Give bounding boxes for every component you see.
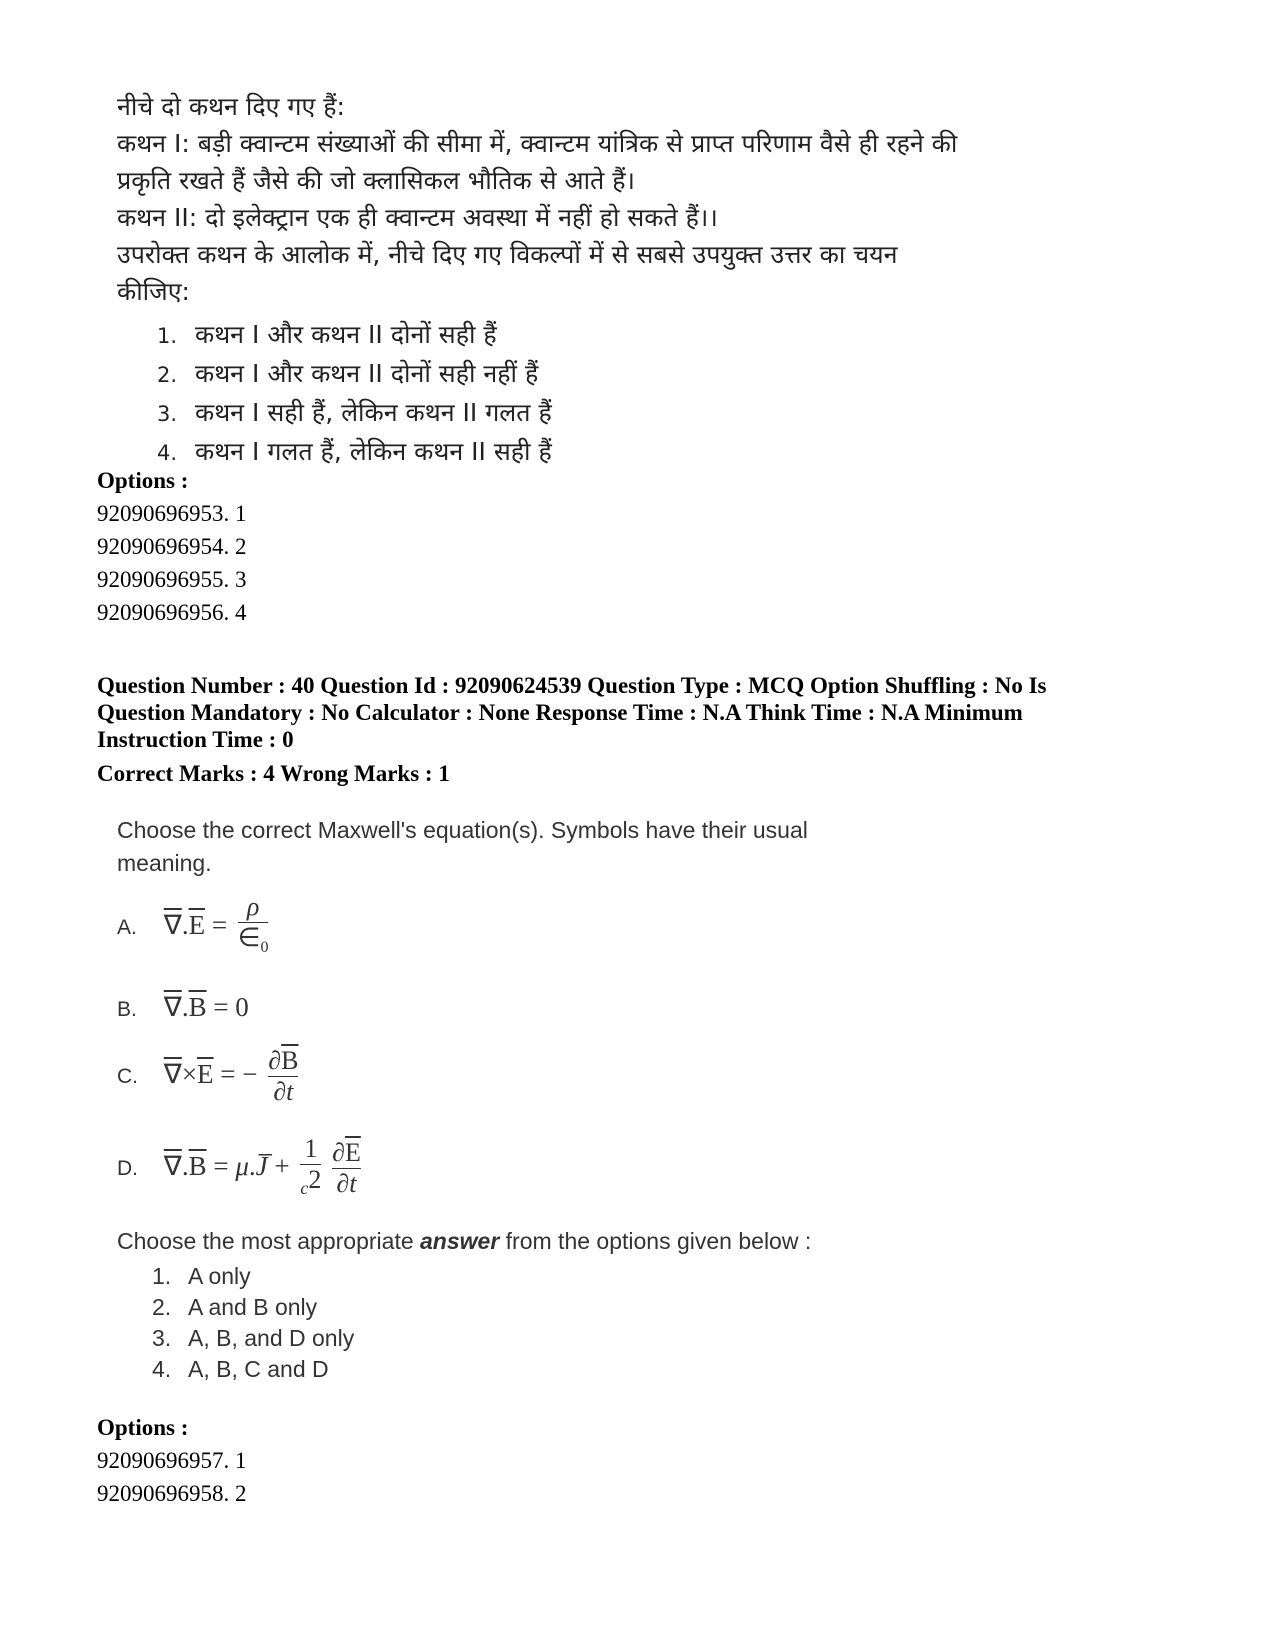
equation-d-formula: $\nabla.\overline{B}$ = μ.J̅ + $\frac{1}{_c2}$ $\frac{\partial\overline{E}}{\partial t}$: [164, 1151, 361, 1181]
options-list-q40: [97, 1412, 697, 1510]
english-choice: 4. A, B, C and D: [152, 1356, 329, 1382]
equation-a-letter: A.: [117, 915, 137, 939]
option-row: 92090696954. 2: [97, 534, 247, 559]
option-row: 92090696958. 2: [97, 1481, 247, 1506]
hindi-instruction-line-2: कीजिए:: [117, 277, 190, 306]
hindi-statement-1-line-1: कथन I: बड़ी क्वान्टम संख्याओं की सीमा में, क्वान्टम यांत्रिक से प्राप्त परिणाम वैसे ही रहने की: [117, 129, 958, 158]
equation-c: [117, 1046, 298, 1107]
hindi-instruction-line-1: उपरोक्त कथन के आलोक में, नीचे दिए गए विकल्पों में से सबसे उपयुक्त उत्तर का चयन: [117, 240, 898, 269]
english-choice: 2. A and B only: [152, 1294, 318, 1320]
option-row: 92090696955. 3: [97, 567, 247, 592]
option-row: 92090696956. 4: [97, 600, 247, 625]
hindi-statement-2-line: कथन II: दो इलेक्ट्रान एक ही क्वान्टम अवस्था में नहीं हो सकते हैं।।: [117, 203, 718, 232]
equation-a-formula: $\nabla.\overline{E}$ = $\frac{\rho}{\in_0}$: [164, 910, 269, 940]
equation-d-letter: D.: [117, 1156, 138, 1180]
metadata-line: Instruction Time : 0: [97, 727, 294, 752]
english-choice: 3. A, B, and D only: [152, 1325, 355, 1351]
equation-c-letter: C.: [117, 1064, 138, 1088]
hindi-intro-line: नीचे दो कथन दिए गए हैं:: [117, 92, 345, 121]
english-question-image: [117, 814, 1017, 1394]
choose-answer-line: Choose the most appropriate answer from the options given below :: [117, 1228, 812, 1254]
hindi-choice: 1. कथन I और कथन II दोनों सही हैं: [157, 320, 497, 349]
english-choice-list: [152, 1261, 354, 1385]
answer-emphasis: answer: [420, 1228, 500, 1254]
equation-d: [117, 1134, 361, 1203]
equation-b-formula: $\nabla.\overline{B} = 0$: [163, 992, 249, 1022]
option-row: 92090696957. 1: [97, 1448, 247, 1473]
question-metadata: [97, 672, 1187, 788]
hindi-choice: 3. कथन I सही हैं, लेकिन कथन II गलत हैं: [157, 398, 552, 427]
hindi-choice: 2. कथन I और कथन II दोनों सही नहीं हैं: [157, 359, 539, 388]
options-heading: Options :: [97, 468, 189, 493]
options-list-q39: [97, 465, 697, 629]
hindi-question-image: [117, 88, 1017, 472]
equation-a: [117, 892, 268, 963]
hindi-choice-list: [117, 316, 1017, 472]
english-choice: 1. A only: [152, 1263, 251, 1289]
equation-b: [117, 992, 249, 1023]
option-row: 92090696953. 1: [97, 501, 247, 526]
equation-c-formula: $\nabla\times\overline{E}$ = − $\frac{\partial\overline{B}}{\partial t}$: [163, 1046, 299, 1106]
question-text-line-2: meaning.: [117, 850, 212, 876]
options-heading: Options :: [97, 1415, 189, 1440]
hindi-choice: 4. कथन I गलत हैं, लेकिन कथन II सही हैं: [157, 437, 552, 466]
metadata-line: Question Mandatory : No Calculator : None Response Time : N.A Think Time : N.A Minimum: [97, 700, 1023, 725]
marks-line: Correct Marks : 4 Wrong Marks : 1: [97, 761, 450, 786]
metadata-line: Question Number : 40 Question Id : 92090624539 Question Type : MCQ Option Shuffling : No Is: [97, 673, 1047, 698]
equation-b-letter: B.: [117, 998, 137, 1021]
question-text-line-1: Choose the correct Maxwell's equation(s). Symbols have their usual: [117, 817, 808, 843]
hindi-statement-1-line-2: प्रकृति रखते हैं जैसे की जो क्लासिकल भौतिक से आते हैं।: [117, 166, 635, 195]
